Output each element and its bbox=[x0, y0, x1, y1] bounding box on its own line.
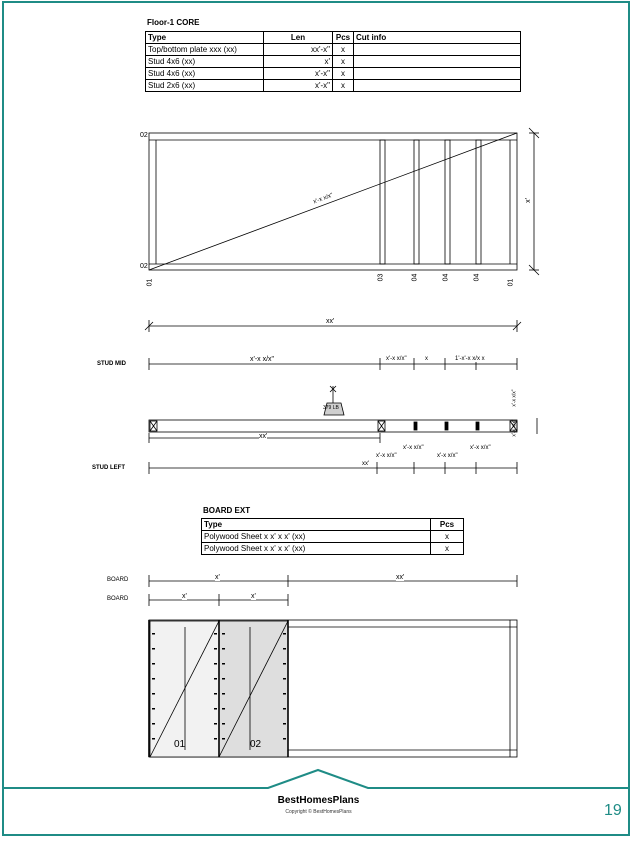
stud-label: 04 bbox=[442, 273, 450, 282]
cell-len: x'-x" bbox=[264, 80, 333, 92]
stud-label: 04 bbox=[473, 273, 481, 282]
core-title: Floor-1 CORE bbox=[147, 18, 200, 27]
stud-left-dim: x'-x x/x" bbox=[376, 453, 397, 459]
board-row1-dim: xx' bbox=[396, 574, 405, 581]
table-row bbox=[202, 531, 464, 543]
cell-pcs: x bbox=[333, 80, 354, 92]
col-len: Len bbox=[264, 32, 333, 44]
stud-label: 03 bbox=[377, 273, 385, 282]
frame-left-bottom-label: 02 bbox=[140, 263, 148, 270]
col-cut-info: Cut info bbox=[354, 32, 521, 44]
cell-pcs: x bbox=[333, 56, 354, 68]
cell-type: Polywood Sheet x x' x x' (xx) bbox=[202, 531, 431, 543]
cell-len: x' bbox=[264, 56, 333, 68]
diagonal-line bbox=[149, 133, 517, 270]
stud-left-length: xx' bbox=[259, 433, 268, 440]
col-type: Type bbox=[146, 32, 264, 44]
col-pcs: Pcs bbox=[431, 519, 464, 531]
stud-left-right-dim: x'-x x/x" bbox=[511, 389, 518, 407]
stud-left-board bbox=[149, 420, 517, 432]
panel-01-label: 01 bbox=[174, 739, 186, 750]
stud-mid-dim: x'-x x/x" bbox=[386, 356, 407, 362]
stud-left-dim: x'-x x/x" bbox=[437, 453, 458, 459]
cell-type: Stud 4x6 (xx) bbox=[146, 56, 264, 68]
cell-len: xx'-x" bbox=[264, 44, 333, 56]
page-number: 19 bbox=[604, 802, 622, 819]
stud-left-label: STUD LEFT bbox=[92, 465, 125, 471]
cell-type: Stud 2x6 (xx) bbox=[146, 80, 264, 92]
stud-mid-dim: 1'-x'-x x/x x bbox=[455, 356, 485, 362]
stud-mid-dim: x bbox=[425, 356, 428, 362]
total-width-label: xx' bbox=[326, 318, 335, 325]
board-row1-dim: x' bbox=[215, 574, 220, 581]
panel-02-label: 02 bbox=[250, 739, 262, 750]
height-label: x' bbox=[524, 198, 532, 203]
stud-left-right-dim: x'-x x/x" bbox=[511, 419, 518, 437]
stud-left-dim: x'-x x/x" bbox=[470, 445, 491, 451]
board-table bbox=[201, 518, 464, 555]
cell-len: x'-x" bbox=[264, 68, 333, 80]
stud-left-start: xx' bbox=[362, 461, 370, 467]
table-row bbox=[202, 543, 464, 555]
col-pcs: Pcs bbox=[333, 32, 354, 44]
stud-mid-dim: x'-x x/x" bbox=[250, 356, 275, 363]
stud-label: 04 bbox=[411, 273, 419, 282]
cell-pcs: x bbox=[333, 68, 354, 80]
footer-brand: BestHomesPlans bbox=[277, 795, 360, 806]
cell-type: Stud 4x6 (xx) bbox=[146, 68, 264, 80]
frame-bottom-left-label: 01 bbox=[146, 278, 154, 287]
board-title: BOARD EXT bbox=[203, 506, 251, 515]
col-type: Type bbox=[202, 519, 431, 531]
board-row2-dim: x' bbox=[251, 593, 256, 600]
stud-left-dim: x'-x x/x" bbox=[403, 445, 424, 451]
footer-copyright: Copyright © BestHomesPlans bbox=[285, 809, 352, 815]
stud-mid-label: STUD MID bbox=[97, 361, 126, 367]
cell-pcs: x bbox=[431, 543, 464, 555]
board-row2-label: BOARD bbox=[107, 596, 129, 602]
board-row2-dim: x' bbox=[182, 593, 187, 600]
stud-04c bbox=[476, 140, 481, 264]
cell-type: Top/bottom plate xxx (xx) bbox=[146, 44, 264, 56]
cell-type: Polywood Sheet x x' x x' (xx) bbox=[202, 543, 431, 555]
stud-04a bbox=[414, 140, 419, 264]
frame-left-top-label: 02 bbox=[140, 132, 148, 139]
frame-bottom-right-label: 01 bbox=[507, 278, 515, 287]
table-header-row bbox=[202, 519, 464, 531]
stud-03 bbox=[380, 140, 385, 264]
cell-pcs: x bbox=[333, 44, 354, 56]
footer-ribbon bbox=[4, 770, 630, 788]
cell-pcs: x bbox=[431, 531, 464, 543]
board-row1-label: BOARD bbox=[107, 577, 129, 583]
weight-label: 379 LB bbox=[323, 405, 339, 411]
diagonal-label: x'-x x/x" bbox=[312, 192, 335, 206]
